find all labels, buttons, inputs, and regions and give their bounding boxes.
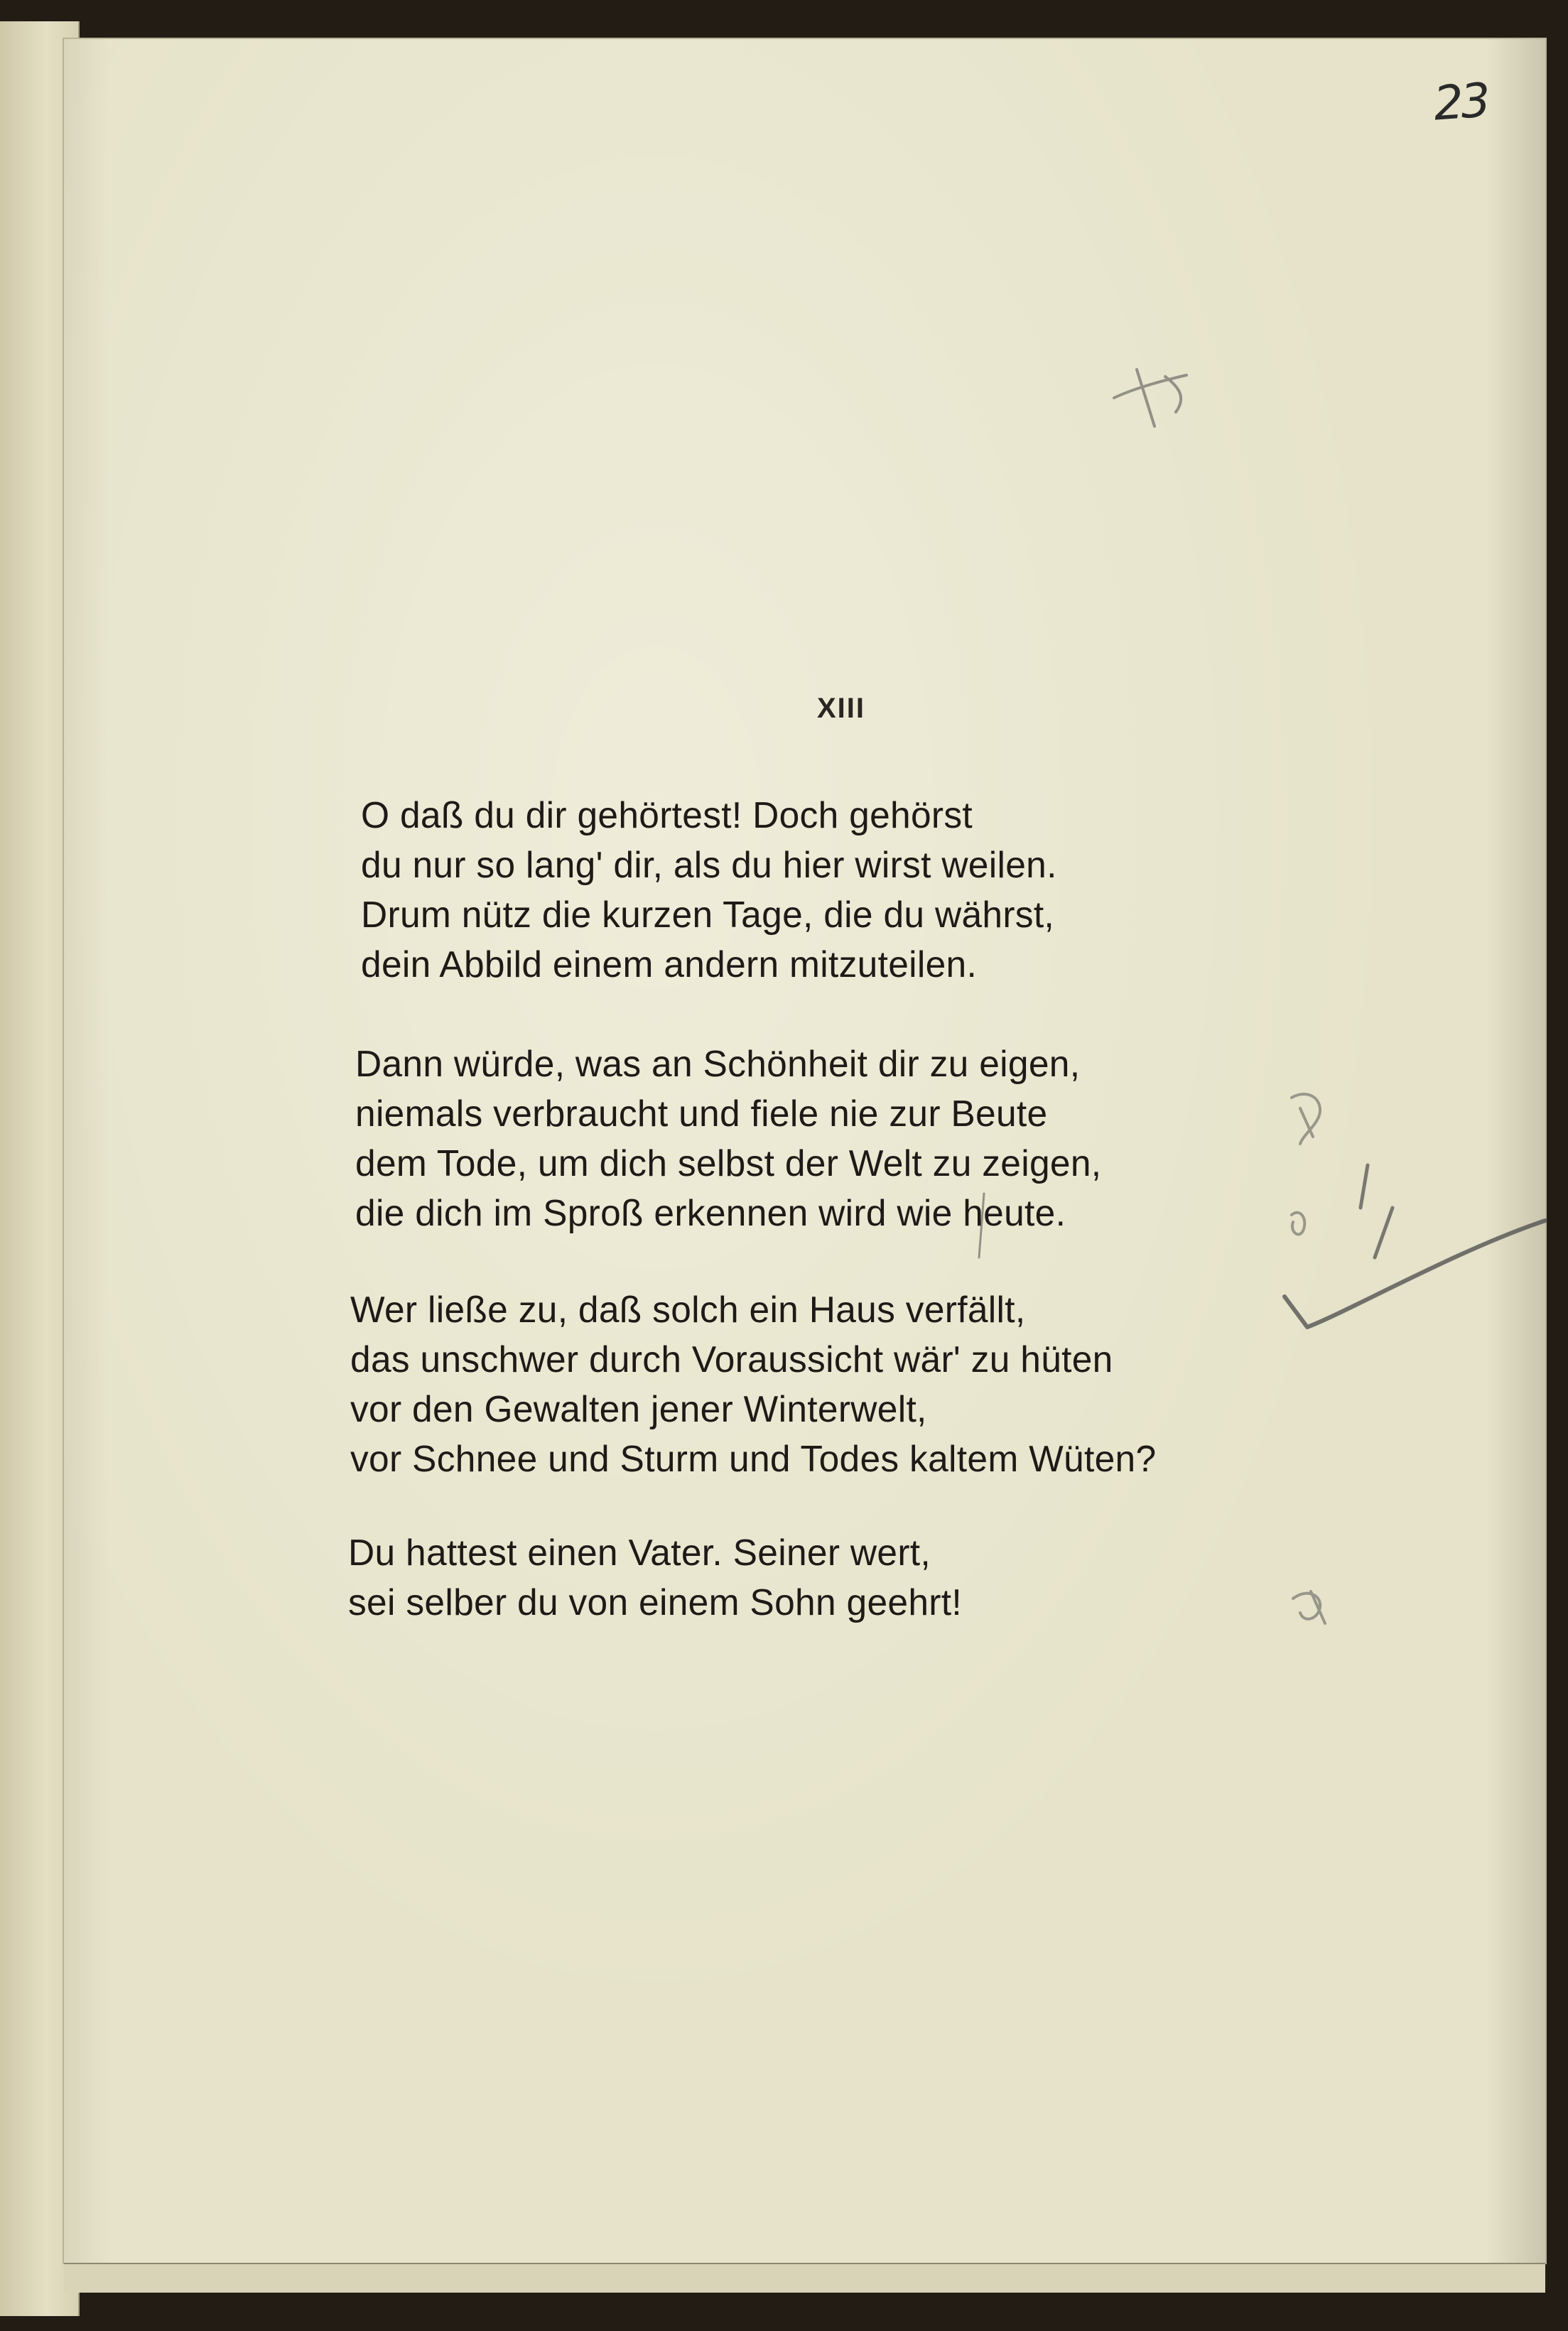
verse-line: Wer ließe zu, daß solch ein Haus verfällt,	[350, 1289, 1026, 1330]
verse-line: das unschwer durch Voraussicht wär' zu hüten	[350, 1338, 1113, 1380]
stanza-2	[355, 1039, 1101, 1238]
page-number: 23	[1432, 72, 1490, 131]
verse-line: Dann würde, was an Schönheit dir zu eigen,	[355, 1043, 1081, 1084]
stanza-1	[361, 790, 1057, 989]
verse-line: vor Schnee und Sturm und Todes kaltem Wüten?	[350, 1438, 1157, 1479]
page-bottom-edge	[64, 2263, 1545, 2293]
verse-line: sei selber du von einem Sohn geehrt!	[348, 1581, 962, 1623]
verse-line: dem Tode, um dich selbst der Welt zu zeigen,	[355, 1142, 1102, 1184]
stanza-4	[348, 1527, 962, 1627]
verse-line: vor den Gewalten jener Winterwelt,	[350, 1388, 927, 1429]
verse-line: Drum nütz die kurzen Tage, die du währst,	[361, 894, 1055, 935]
verse-line: du nur so lang' dir, als du hier wirst weilen.	[361, 844, 1057, 885]
poem-title: XIII	[817, 693, 866, 724]
stanza-3	[350, 1285, 1156, 1483]
verse-line: dein Abbild einem andern mitzuteilen.	[361, 943, 978, 985]
verse-line: die dich im Sproß erkennen wird wie heute.	[355, 1192, 1066, 1233]
verse-line: Du hattest einen Vater. Seiner wert,	[348, 1532, 931, 1573]
verse-line: O daß du dir gehörtest! Doch gehörst	[361, 794, 973, 835]
verse-line: niemals verbraucht und fiele nie zur Beute	[355, 1093, 1048, 1134]
